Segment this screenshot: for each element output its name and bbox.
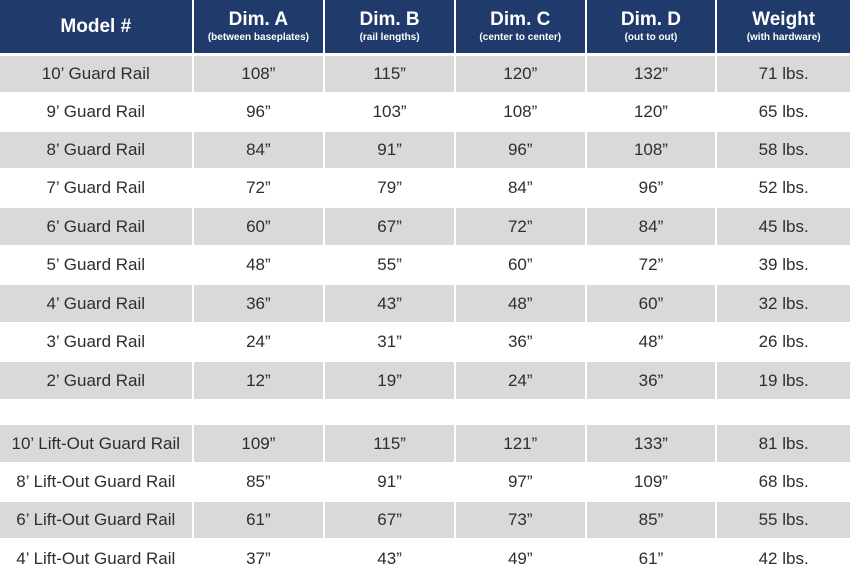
spacer-row (0, 401, 850, 423)
dim-c-cell: 97” (456, 464, 585, 500)
table-row (0, 56, 850, 92)
dim-a-cell: 109” (194, 425, 324, 462)
table-row (0, 132, 850, 168)
dim-a-cell: 36” (194, 285, 324, 322)
dim-b-cell: 103” (325, 94, 454, 130)
dim-d-cell: 36” (587, 362, 716, 399)
model-cell (0, 401, 192, 423)
dim-b-cell: 115” (325, 425, 454, 462)
weight-cell: 58 lbs. (717, 132, 850, 168)
table-row (0, 425, 850, 462)
weight-cell: 65 lbs. (717, 94, 850, 130)
header-cell-model (0, 0, 192, 53)
model-cell: 5’ Guard Rail (0, 247, 192, 283)
model-cell: 7’ Guard Rail (0, 170, 192, 206)
dim-b-cell: 55” (325, 247, 454, 283)
dim-b-cell: 43” (325, 285, 454, 322)
weight-cell: 81 lbs. (717, 425, 850, 462)
dim-d-cell: 48” (587, 324, 716, 360)
model-cell: 10’ Guard Rail (0, 56, 192, 92)
dim-a-cell: 72” (194, 170, 324, 206)
dim-c-cell: 48” (456, 285, 585, 322)
table-row (0, 285, 850, 322)
dim-d-cell: 60” (587, 285, 716, 322)
dim-b-cell: 43” (325, 540, 454, 577)
table-row (0, 170, 850, 206)
dim-d-cell: 72” (587, 247, 716, 283)
header-cell-dim-c (456, 0, 585, 53)
header-cell-dim-a (194, 0, 324, 53)
weight-cell: 71 lbs. (717, 56, 850, 92)
dim-d-cell: 109” (587, 464, 716, 500)
dim-c-cell: 121” (456, 425, 585, 462)
weight-cell: 68 lbs. (717, 464, 850, 500)
table-row (0, 464, 850, 500)
dim-c-cell: 96” (456, 132, 585, 168)
dim-d-cell: 120” (587, 94, 716, 130)
dim-b-cell: 67” (325, 208, 454, 245)
header-subtitle: (out to out) (624, 31, 678, 43)
header-cell-dim-b (325, 0, 454, 53)
dim-b-cell: 31” (325, 324, 454, 360)
dim-a-cell: 48” (194, 247, 324, 283)
weight-cell: 55 lbs. (717, 502, 850, 538)
model-cell: 3’ Guard Rail (0, 324, 192, 360)
model-cell: 4’ Guard Rail (0, 285, 192, 322)
header-cell-weight (717, 0, 850, 53)
dim-a-cell: 12” (194, 362, 324, 399)
table-row (0, 362, 850, 399)
dim-d-cell: 61” (587, 540, 716, 577)
dim-c-cell: 36” (456, 324, 585, 360)
table-row (0, 324, 850, 360)
weight-cell: 32 lbs. (717, 285, 850, 322)
dim-a-cell: 61” (194, 502, 324, 538)
table-row (0, 540, 850, 577)
dim-a-cell: 60” (194, 208, 324, 245)
table-row (0, 502, 850, 538)
dim-d-cell (587, 401, 716, 423)
dim-d-cell: 132” (587, 56, 716, 92)
dim-b-cell: 91” (325, 464, 454, 500)
dim-c-cell (456, 401, 585, 423)
model-cell: 8’ Guard Rail (0, 132, 192, 168)
dim-c-cell: 24” (456, 362, 585, 399)
table-row (0, 94, 850, 130)
header-title: Dim. B (359, 8, 420, 30)
dim-c-cell: 72” (456, 208, 585, 245)
dim-d-cell: 84” (587, 208, 716, 245)
weight-cell: 39 lbs. (717, 247, 850, 283)
header-subtitle: (rail lengths) (359, 31, 420, 43)
header-title: Dim. D (620, 8, 682, 30)
model-cell: 10’ Lift-Out Guard Rail (0, 425, 192, 462)
weight-cell: 42 lbs. (717, 540, 850, 577)
header-subtitle: (between baseplates) (207, 31, 309, 43)
header-cell-dim-d (587, 0, 716, 53)
header-title: Model # (60, 15, 132, 37)
weight-cell: 19 lbs. (717, 362, 850, 399)
header-title: Dim. A (228, 8, 289, 30)
dim-d-cell: 96” (587, 170, 716, 206)
model-cell: 4’ Lift-Out Guard Rail (0, 540, 192, 577)
dim-b-cell (325, 401, 454, 423)
header-title: Weight (752, 8, 816, 30)
dim-c-cell: 108” (456, 94, 585, 130)
dim-a-cell: 84” (194, 132, 324, 168)
dim-b-cell: 19” (325, 362, 454, 399)
dim-c-cell: 73” (456, 502, 585, 538)
weight-cell: 45 lbs. (717, 208, 850, 245)
header-title: Dim. C (490, 8, 551, 30)
dim-b-cell: 115” (325, 56, 454, 92)
dim-a-cell: 37” (194, 540, 324, 577)
dim-c-cell: 60” (456, 247, 585, 283)
dim-a-cell: 108” (194, 56, 324, 92)
weight-cell (717, 401, 850, 423)
table-row (0, 208, 850, 245)
dim-a-cell: 24” (194, 324, 324, 360)
dim-b-cell: 67” (325, 502, 454, 538)
header-subtitle: (with hardware) (746, 31, 821, 43)
dim-b-cell: 79” (325, 170, 454, 206)
dim-d-cell: 108” (587, 132, 716, 168)
model-cell: 6’ Guard Rail (0, 208, 192, 245)
dim-d-cell: 133” (587, 425, 716, 462)
header-subtitle: (center to center) (479, 31, 562, 43)
dim-a-cell: 85” (194, 464, 324, 500)
dim-c-cell: 120” (456, 56, 585, 92)
weight-cell: 52 lbs. (717, 170, 850, 206)
dim-c-cell: 49” (456, 540, 585, 577)
dim-a-cell: 96” (194, 94, 324, 130)
table-row (0, 247, 850, 283)
dim-d-cell: 85” (587, 502, 716, 538)
header-row (0, 0, 850, 53)
dim-c-cell: 84” (456, 170, 585, 206)
model-cell: 2’ Guard Rail (0, 362, 192, 399)
model-cell: 9’ Guard Rail (0, 94, 192, 130)
model-cell: 8’ Lift-Out Guard Rail (0, 464, 192, 500)
model-cell: 6’ Lift-Out Guard Rail (0, 502, 192, 538)
dim-b-cell: 91” (325, 132, 454, 168)
weight-cell: 26 lbs. (717, 324, 850, 360)
dim-a-cell (194, 401, 324, 423)
